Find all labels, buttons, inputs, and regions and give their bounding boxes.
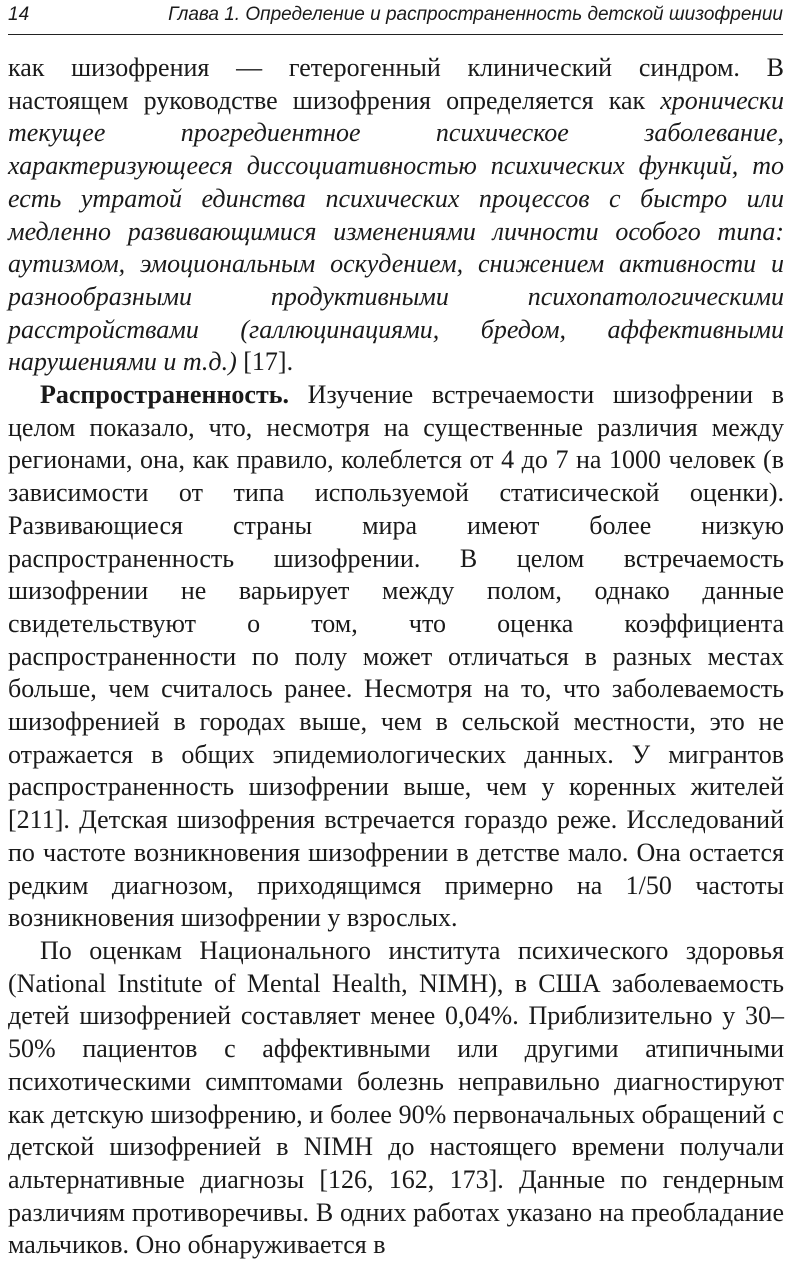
paragraph-nimh [8,935,784,1262]
chapter-title: Глава 1. Определение и распространенность детской шизофрении [168,4,783,25]
paragraph-definition [8,52,784,379]
citation: [17]. [236,347,294,377]
page-number: 14 [8,4,30,25]
paragraph-prevalence [8,379,784,935]
section-heading-prevalence: Распространенность. [40,380,289,410]
page-body [8,52,784,1262]
paragraph-nimh-text: По оценкам Национального института психического здоровья (National Institute of Mental Health, NIMH), в США заболеваемость детей шизофренией составляет менее 0,04%. Приблизительно у 30–50% пациентов с аффективными или другими атипичными психотическими симптомами болезнь неправильно диагностируют как детскую шизофрению, и более 90% первоначальных обращений с детской шизофренией в NIMH до настоящего времени получали альтернативные диагнозы [126, 162, 173]. Данные по гендерным различиям противоречивы. В одних работах указано на преобладание мальчиков. Оно обнаруживается в [8,935,784,1260]
paragraph-prevalence-text: Изучение встречаемости шизофрении в целом показало, что, несмотря на существенные различия между регионами, она, как правило, колеблется от 4 до 7 на 1000 человек (в зависимости от типа используемой статисической оценки). Развивающиеся страны мира имеют более низкую распространенность шизофрении. В целом встречаемость шизофрении не варьирует между полом, однако данные свидетельствуют о том, что оценка коэффициента распространенности по полу может отличаться в разных местах больше, чем считалось ранее. Несмотря на то, что заболеваемость шизофренией в городах выше, чем в сельской местности, это не отражается в общих эпидемиологических данных. У мигрантов распространенность шизофрении выше, чем у коренных жителей [211]. Детская шизофрения встречается гораздо реже. Исследований по частоте возникновения шизофрении в детстве мало. Она остается редким диагнозом, приходящимся примерно на 1/50 частоты возникновения шизофрении у взрослых. [8,380,784,933]
running-header [8,0,783,35]
paragraph-definition-intro: как шизофрения — гетерогенный клинический синдром. В настоящем руководстве шизофрения определяется как [8,53,784,115]
schizophrenia-definition: хронически текущее прогредиентное психическое заболевание, характеризующееся диссоциативностью психических функций, то есть утратой единства психических процессов с быстро или медленно развивающимися изменениями личности особого типа: аутизмом, эмоциональным оскудением, снижением активности и разнообразными продуктивными психопатологическими расстройствами (галлюцинациями, бредом, аффективными нарушениями и т.д.) [8,85,784,377]
